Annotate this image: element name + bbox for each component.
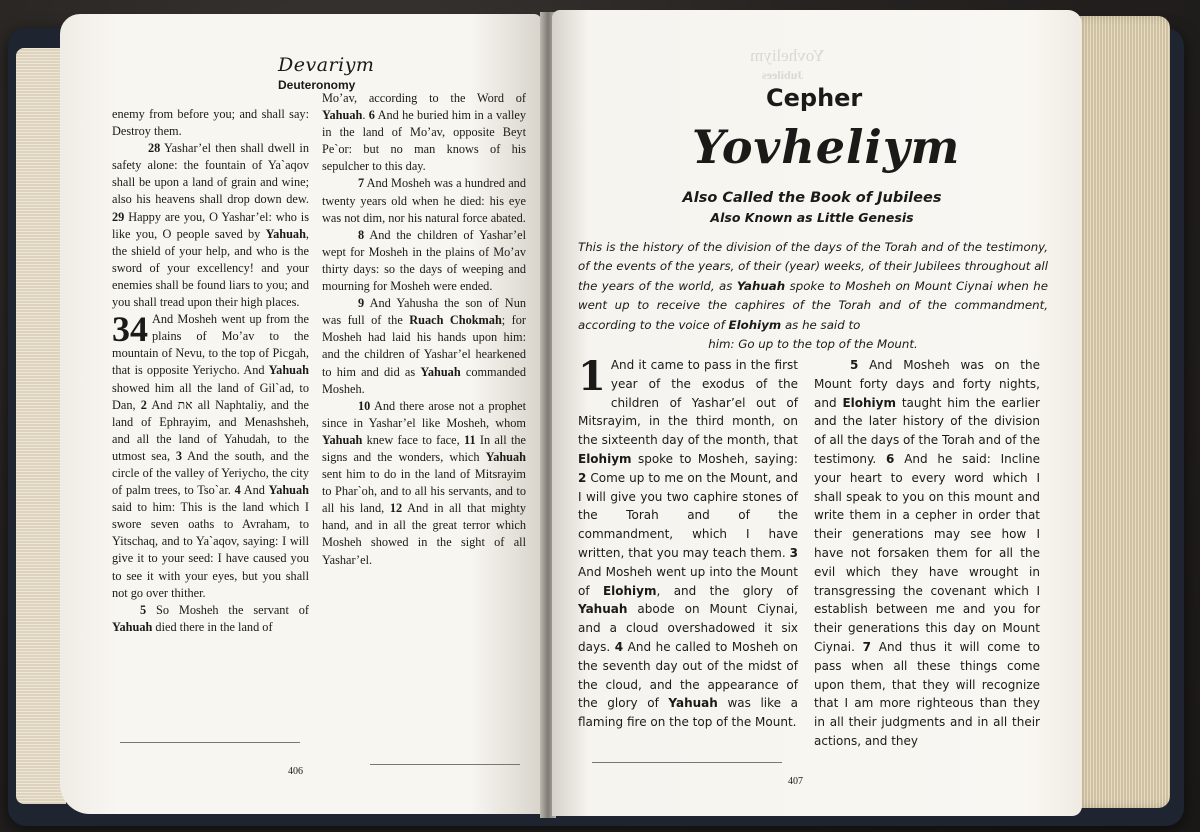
left-page: [60, 14, 542, 814]
bleed-through-header: Yovheliym: [750, 46, 825, 65]
footnote-rule: [370, 764, 520, 765]
right-column-1: [578, 353, 798, 732]
footnote-rule: [120, 742, 300, 743]
verse-text: 8 And the children of Yashar’el wept for Mosheh in the plains of Mo’av thirty days: so the days of weeping and mourning for Mosheh were ended.: [322, 227, 526, 294]
verse-text: enemy from before you; and shall say: Destroy them.: [112, 107, 309, 139]
page-number-left: 406: [288, 766, 303, 777]
footnote-rule: [592, 762, 782, 763]
right-column-2: [814, 356, 1040, 751]
right-page-edges: [1072, 16, 1170, 808]
running-header-title: Devariym: [278, 54, 375, 76]
verse-text: 5 So Mosheh the servant of Yahuah died there in the land of: [112, 602, 309, 634]
verse-text: 10 And there arose not a prophet since in Yashar’el like Mosheh, whom Yahuah knew face to face, 11 In all the signs and the wonders, which Yahuah sent him to do in the land of Mitsrayim to Phar`oh, and to all his servants, and to all his land, 12 And in all that mighty hand, and in all the great terror which Mosheh showed in the sight of all Yashar’el.: [322, 398, 527, 567]
chapter-number: 1: [578, 353, 606, 400]
bleed-through-subheader: Jubilees: [762, 68, 804, 82]
running-header-subtitle: Deuteronomy: [278, 78, 356, 92]
chapter-34: 34 And Mosheh went up from the plains of Mo’av to the mountain of Nevu, to the top of Picgah, that is opposite Yeriycho. And Yahuah showed him all the land of Gil`ad, to Dan, 2 And את all Naphtaliy, and the land of Ephrayim, and Menashsheh, and all the land of Yahudah, to the utmost sea, 3 And the south, and the circle of the valley of Yeriycho, the city of palm trees, to Tso`ar. 4 And Yahuah said to him: This is the land which I swore seven oaths to Avraham, to Yitschaq, and to Ya`aqov, saying: I will give it to your seed: I have caused you to see it with your eyes, but you shall not go over thither.: [112, 309, 310, 600]
verse-text: 9 And Yahusha the son of Nun was full of the Ruach Chokmah; for Mosheh had laid his hands upon him: and the children of Yashar’el hearkened to him and did as Yahuah commanded Mosheh.: [322, 296, 526, 396]
book-title: Yovheliym: [692, 120, 961, 174]
verse-text: Mo’av, according to the Word of Yahuah. 6 And he buried him in a valley in the land of Mo’av, opposite Beyt Pe`or: but no man knows of his sepulcher to this day.: [322, 91, 527, 174]
verse-text: 5 And Mosheh was on the Mount forty days and forty nights, and Elohiym taught him the earlier and the later history of the division of all the days of the Torah and of the testimony. 6 And he said: Incline your heart to every word which I shall speak to you on this mount and write them in a cepher in order that their generations may see how I have not forsaken them for all the evil which they have wrought in transgressing the covenant which I establish between me and you for their generations this day on Mount Ciynai. 7 And thus it will come to pass when all these things come upon them, that they will recognize that I am more righteous than they in all their judgments and in all their actions, and they: [814, 358, 1040, 748]
book-subtitle: Also Called the Book of Jubilees: [682, 190, 942, 206]
left-column-1: [112, 106, 309, 636]
book-subtitle-2: Also Known as Little Genesis: [710, 210, 914, 225]
verse-text: 28 Yashar’el then shall dwell in safety alone: the fountain of Ya`aqov shall be upon a land of grain and wine; also his heavens shall drop down dew. 29 Happy are you, O Yashar’el: who is like you, O people saved by Yahuah, the shield of your help, and who is the sword of your excellency! and your enemies shall be found liars to you; and you shall tread upon their high places.: [112, 141, 310, 310]
right-page: [552, 10, 1082, 816]
left-column-2: [322, 90, 526, 569]
chapter-1: 1 And it came to pass in the first year of the exodus of the children of Yashar’el out of Mitsrayim, in the third month, on the sixteenth day of the month, that Elohiym spoke to Mosheh, saying: 2 Come up to me on the Mount, and I will give you two caphire stones of the Torah and of the commandment, which I have written, that you may teach them. 3 And Mosheh went up into the Mount of Elohiym, and the glory of Yahuah abode on Mount Ciynai, and a cloud overshadowed it six days. 4 And he called to Mosheh on the seventh day out of the midst of the cloud, and the appearance of the glory of Yahuah was like a flaming fire on the top of the Mount.: [578, 353, 798, 730]
book-title-prefix: Cepher: [766, 84, 863, 112]
chapter-number: 34: [112, 309, 148, 350]
verse-text: 7 And Mosheh was a hundred and twenty years old when he died: his eye was not dim, nor his natural force abated.: [322, 176, 526, 225]
left-page-edges: [16, 48, 66, 804]
book-introduction: This is the history of the division of the days of the Torah and of the testimony, of the events of the years, of their (year) weeks, of their Jubilees throughout all the years of the world, as Yahuah spoke to Mosheh on Mount Ciynai when he went up to receive the caphires of the Torah and of the commandment, according to the voice of Elohiym as he said to him: Go up to the top of the Mount.: [578, 240, 1048, 352]
page-number-right: 407: [788, 776, 803, 787]
